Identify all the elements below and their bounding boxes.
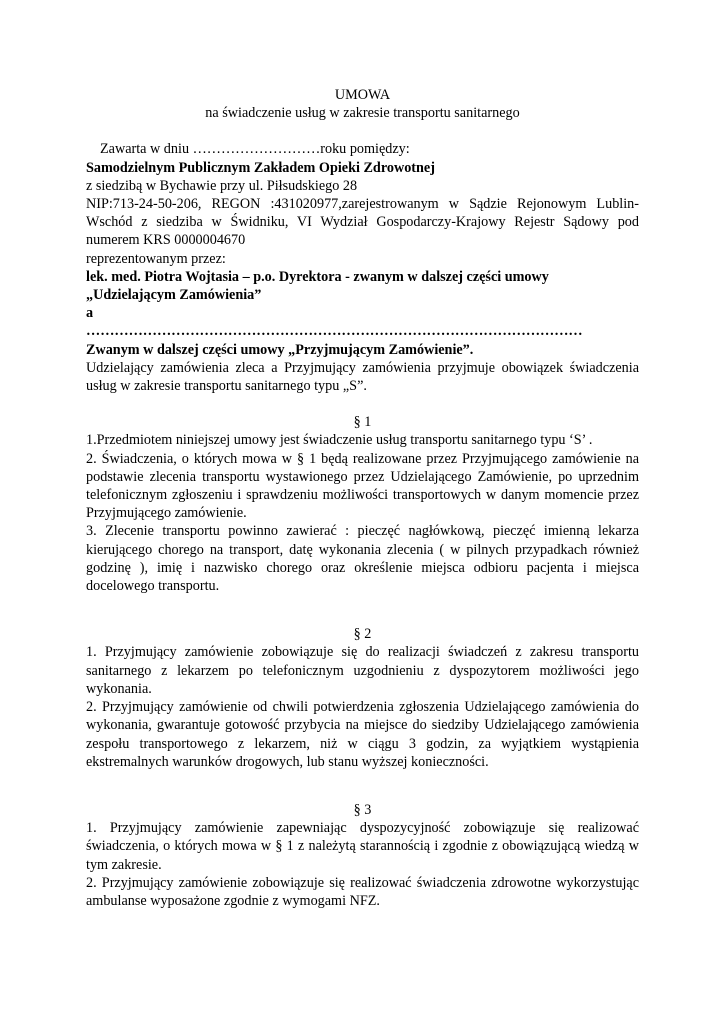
section-1 — [86, 413, 639, 595]
section-heading: § 1 — [353, 414, 372, 431]
entity-address: z siedzibą w Bychawie przy ul. Piłsudskiego 28 — [86, 177, 358, 194]
section-paragraph: 1. Przyjmujący zamówienie zapewniając dyspozycyjność zobowiązuje się realizować świadczenia, o których mowa w § 1 z należytą starannością i zgodnie z obowiązującą wiedzą w tym zakresie. — [86, 820, 639, 873]
commission-statement: Udzielający zamówienia zleca a Przyjmujący zamówienia przyjmuje obowiązek świadczenia usług w zakresie transportu sanitarnego typu „S”. — [86, 359, 639, 395]
document-title: UMOWA — [334, 87, 391, 103]
section-paragraph: 2. Przyjmujący zamówienie zobowiązuje się realizować świadczenia zdrowotne wykorzystując ambulanse wyposażone zgodnie z wymogami NFZ. — [86, 874, 639, 909]
section-3 — [86, 801, 639, 910]
section-paragraph: 2. Przyjmujący zamówienie od chwili potwierdzenia zgłoszenia Udzielającego zamówienia do wykonania, gwarantuje gotowość przybycia na miejsce do siedziby Udzielającego zamówienia zespołu transportowego z lekarzem, niż w ciągu 3 godzin, za wyjątkiem wystąpienia ekstremalnych warunków drogowych, lub stanu wyższej konieczności. — [86, 699, 639, 770]
section-paragraph: 1.Przedmiotem niniejszej umowy jest świadczenie usług transportu sanitarnego typu ‘S’ . — [86, 432, 593, 449]
contractor-placeholder-dots: …………………………………………………………………………………………… — [86, 323, 583, 340]
section-paragraph: 3. Zlecenie transportu powinno zawierać : pieczęć nagłówkową, pieczęć imienną lekarza kierującego chorego na transport, datę wykonania zlecenia ( w pilnych przypadkach również godzinę ), imię i nazwisko chorego oraz określenie miejsca odbioru pacjenta i miejsca docelowego transportu. — [86, 523, 639, 595]
document-page — [86, 86, 639, 910]
and-conjunction: a — [86, 305, 94, 322]
section-heading: § 3 — [353, 801, 372, 818]
contractor-alias: Zwanym w dalszej części umowy „Przyjmującym Zamówienie”. — [86, 341, 474, 358]
document-subtitle: na świadczenie usług w zakresie transportu sanitarnego — [205, 105, 520, 122]
represented-by: reprezentowanym przez: — [86, 250, 226, 267]
entity-name: Samodzielnym Publicznym Zakładem Opieki Zdrowotnej — [86, 159, 435, 176]
section-paragraph: 1. Przyjmujący zamówienie zobowiązuje się do realizacji świadczeń z zakresu transportu sanitarnego z lekarzem po telefonicznym uzgodnieniu z dyspozytorem możliwości jego wykonania. — [86, 644, 639, 697]
client-alias: „Udzielającym Zamówienia” — [86, 287, 262, 304]
director-line: lek. med. Piotra Wojtasia – p.o. Dyrektora - zwanym w dalszej części umowy — [86, 268, 549, 285]
section-2 — [86, 625, 639, 771]
entity-registration: NIP:713-24-50-206, REGON :431020977,zarejestrowanym w Sądzie Rejonowym Lublin-Wschód z siedziba w Świdniku, VI Wydział Gospodarczy-Krajowy Rejestr Sądowy pod numerem KRS 0000004670 — [86, 196, 639, 249]
section-heading: § 2 — [353, 626, 372, 643]
section-paragraph: 2. Świadczenia, o których mowa w § 1 będą realizowane przez Przyjmującego zamówienie na podstawie zlecenia transportu wystawionego przez Udzielającego Zamówienie, po uprzednim telefonicznym zgłoszeniu i sprawdzeniu możliwości transportowych w danym momencie przez Przyjmującego zamówienie. — [86, 450, 639, 522]
concluded-on-line: Zawarta w dniu ………………………roku pomiędzy: — [100, 141, 410, 158]
